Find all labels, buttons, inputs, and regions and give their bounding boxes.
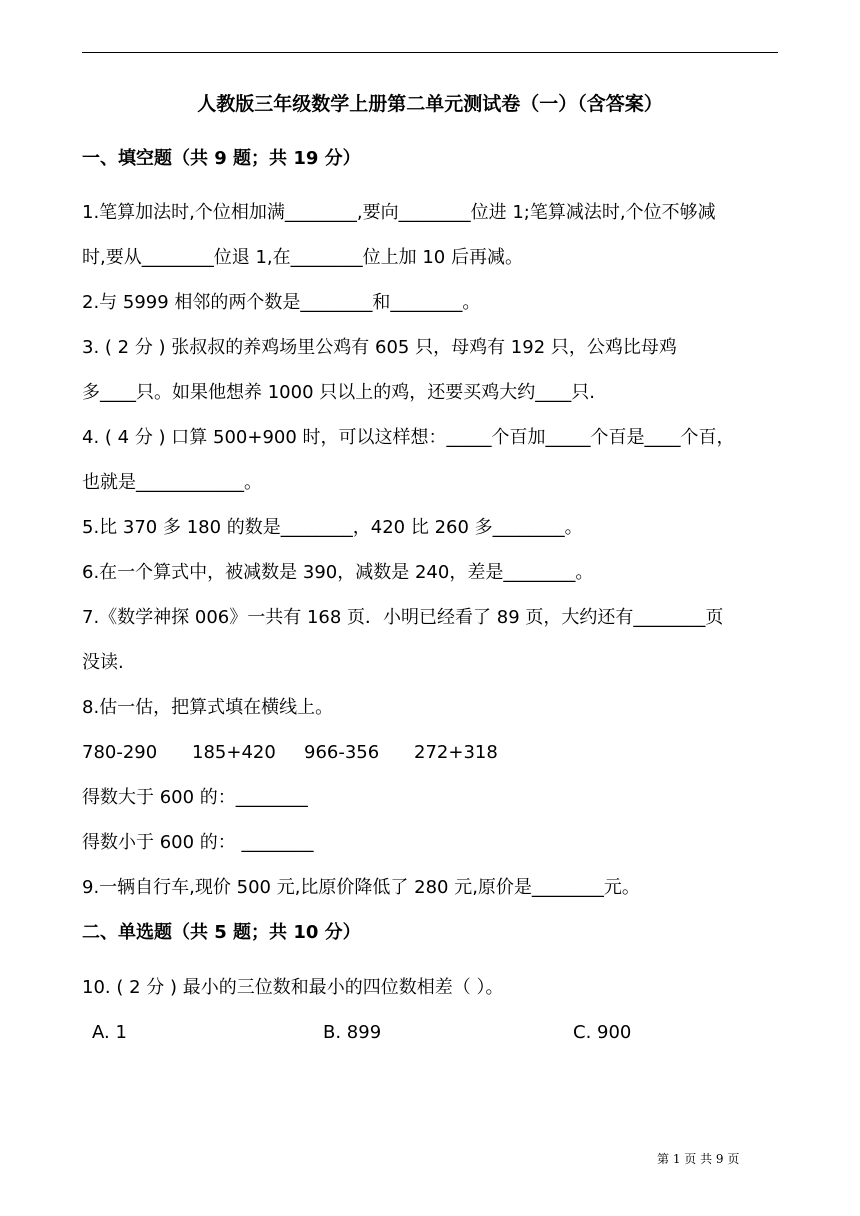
question-6: 6.在一个算式中，被减数是 390，减数是 240，差是________。 <box>82 562 594 583</box>
question-9: 9.一辆自行车,现价 500 元,比原价降低了 280 元,原价是________元。 <box>82 877 640 898</box>
page-title: 人教版三年级数学上册第二单元测试卷（一）（含答案） <box>197 93 663 115</box>
section-heading-fill-blank: 一、填空题（共 9 题；共 19 分） <box>82 148 361 169</box>
question-1-line-2: 时,要从________位退 1,在________位上加 10 后再减。 <box>82 247 523 268</box>
question-8-expressions <box>82 742 498 764</box>
expression: 780-290 <box>82 742 158 763</box>
option-c: C. 900 <box>573 1022 632 1043</box>
question-4-line-1: 4. ( 4 分 ) 口算 500+900 时，可以这样想：_____个百加_____个百是____个百， <box>82 427 735 448</box>
question-8-greater-than: 得数大于 600 的：________ <box>82 787 308 808</box>
question-1-line-1: 1.笔算加法时,个位相加满________,要向________位进 1;笔算减法时,个位不够减 <box>82 202 716 223</box>
question-10: 10. ( 2 分 ) 最小的三位数和最小的四位数相差（ ）。 <box>82 977 504 998</box>
page-number-footer: 第 1 页 共 9 页 <box>657 1152 740 1166</box>
section-heading-single-choice: 二、单选题（共 5 题；共 10 分） <box>82 922 361 943</box>
question-3-line-1: 3. ( 2 分 ) 张叔叔的养鸡场里公鸡有 605 只，母鸡有 192 只，公鸡比母鸡 <box>82 337 677 358</box>
expression: 272+318 <box>414 742 498 763</box>
question-5: 5.比 370 多 180 的数是________，420 比 260 多________。 <box>82 517 583 538</box>
expression: 185+420 <box>192 742 276 763</box>
question-2: 2.与 5999 相邻的两个数是________和________。 <box>82 292 481 313</box>
option-a: A. 1 <box>92 1022 127 1043</box>
expression: 966-356 <box>304 742 380 763</box>
question-8-less-than: 得数小于 600 的： ________ <box>82 832 314 853</box>
question-8-prompt: 8.估一估，把算式填在横线上。 <box>82 697 334 718</box>
option-b: B. 899 <box>323 1022 382 1043</box>
question-4-line-2: 也就是____________。 <box>82 472 262 493</box>
question-7-line-2: 没读. <box>82 652 124 673</box>
question-7-line-1: 7.《数学神探 006》一共有 168 页．小明已经看了 89 页，大约还有________页 <box>82 607 724 628</box>
question-3-line-2: 多____只。如果他想养 1000 只以上的鸡，还要买鸡大约____只. <box>82 382 595 403</box>
header-rule <box>82 52 778 53</box>
